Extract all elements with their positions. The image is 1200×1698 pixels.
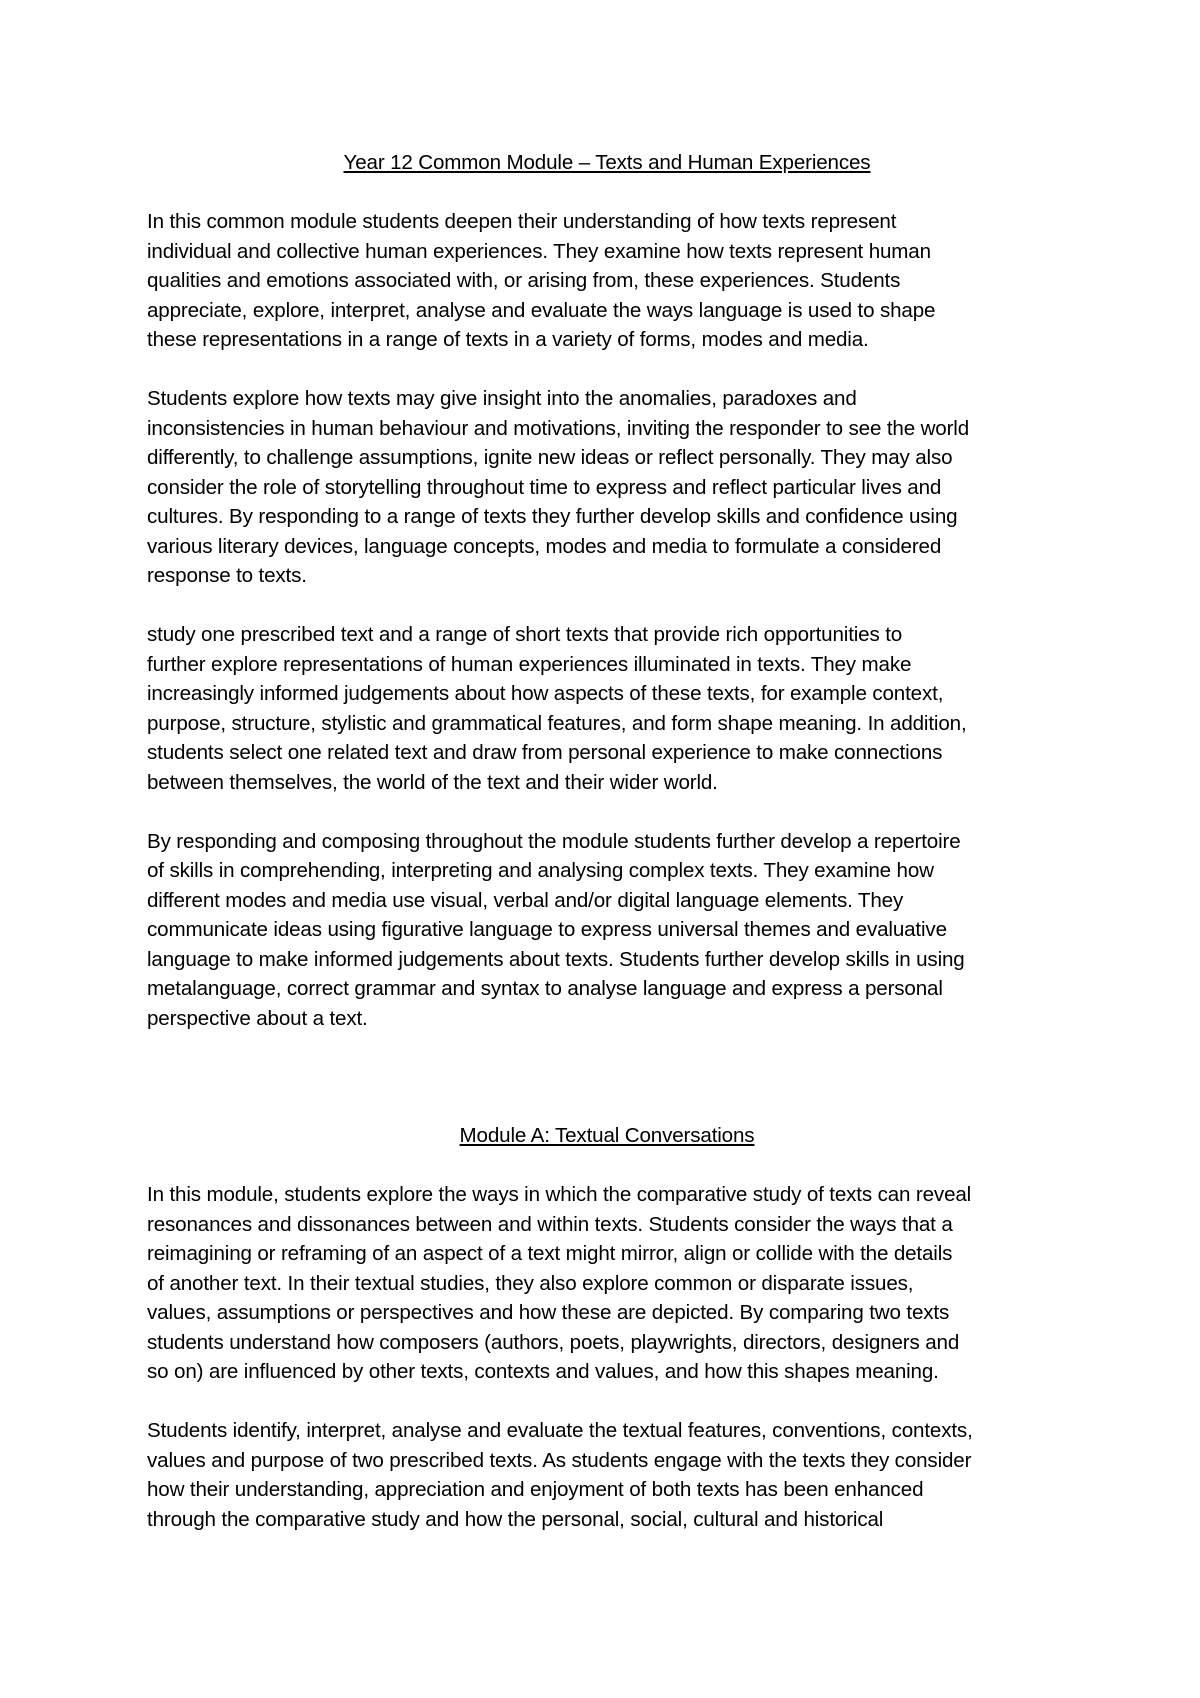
paragraph — [147, 1416, 1067, 1534]
paragraph-line: inconsistencies in human behaviour and motivations, inviting the responder to see the world — [147, 416, 970, 440]
paragraph — [147, 1180, 1067, 1387]
paragraph — [147, 384, 1067, 591]
paragraph-line: cultures. By responding to a range of texts they further develop skills and confidence using — [147, 505, 958, 528]
paragraph — [147, 827, 1067, 1034]
paragraph-line: resonances and dissonances between and within texts. Students consider the ways that a — [147, 1212, 953, 1236]
paragraph-line: response to texts. — [147, 564, 307, 587]
paragraph-line: how their understanding, appreciation and enjoyment of both texts has been enhanced — [147, 1478, 924, 1501]
paragraph-line: purpose, structure, stylistic and grammatical features, and form shape meaning. In addition, — [147, 711, 967, 735]
document-body — [147, 148, 1067, 1534]
paragraph-line: differently, to challenge assumptions, ignite new ideas or reflect personally. They may also — [147, 446, 953, 469]
paragraph-line: of another text. In their textual studies, they also explore common or disparate issues, — [147, 1271, 914, 1295]
paragraph-line: consider the role of storytelling throughout time to express and reflect particular lives and — [147, 475, 942, 499]
paragraph-line: so on) are influenced by other texts, contexts and values, and how this shapes meaning. — [147, 1360, 939, 1383]
paragraph — [147, 620, 1067, 797]
paragraph-line: individual and collective human experiences. They examine how texts represent human — [147, 239, 931, 263]
paragraph-line: communicate ideas using figurative language to express universal themes and evaluative — [147, 918, 947, 941]
paragraph-line: values, assumptions or perspectives and how these are depicted. By comparing two texts — [147, 1301, 950, 1324]
paragraph-line: students select one related text and draw from personal experience to make connections — [147, 741, 943, 764]
paragraph-line: study one prescribed text and a range of short texts that provide rich opportunities to — [147, 623, 903, 646]
paragraph — [147, 207, 1067, 355]
paragraph-line: between themselves, the world of the text and their wider world. — [147, 770, 718, 794]
section-heading: Year 12 Common Module – Texts and Human Experiences — [343, 151, 871, 174]
paragraph-line: metalanguage, correct grammar and syntax to analyse language and express a personal — [147, 977, 943, 1000]
section-heading: Module A: Textual Conversations — [459, 1124, 755, 1147]
paragraph-line: Students identify, interpret, analyse and evaluate the textual features, conventions, contexts, — [147, 1419, 973, 1442]
paragraph-line: various literary devices, language concepts, modes and media to formulate a considered — [147, 534, 942, 558]
paragraph-line: qualities and emotions associated with, or arising from, these experiences. Students — [147, 269, 901, 292]
paragraph-line: language to make informed judgements about texts. Students further develop skills in using — [147, 947, 965, 971]
paragraph-line: through the comparative study and how the personal, social, cultural and historical — [147, 1507, 884, 1531]
paragraph-line: increasingly informed judgements about how aspects of these texts, for example context, — [147, 682, 944, 705]
paragraph-line: By responding and composing throughout the module students further develop a repertoire — [147, 829, 961, 853]
paragraph-line: perspective about a text. — [147, 1006, 368, 1030]
paragraph-line: values and purpose of two prescribed texts. As students engage with the texts they consider — [147, 1448, 972, 1472]
paragraph-line: appreciate, explore, interpret, analyse and evaluate the ways language is used to shape — [147, 298, 936, 322]
paragraph-line: of skills in comprehending, interpreting and analysing complex texts. They examine how — [147, 859, 934, 882]
paragraph-line: reimagining or reframing of an aspect of a text might mirror, align or collide with the details — [147, 1242, 953, 1265]
paragraph-line: students understand how composers (authors, poets, playwrights, directors, designers and — [147, 1330, 960, 1354]
paragraph-line: these representations in a range of texts in a variety of forms, modes and media. — [147, 328, 869, 351]
paragraph-line: In this module, students explore the ways in which the comparative study of texts can reveal — [147, 1183, 972, 1206]
paragraph-line: In this common module students deepen their understanding of how texts represent — [147, 210, 897, 233]
paragraph-line: Students explore how texts may give insight into the anomalies, paradoxes and — [147, 387, 857, 410]
paragraph-line: different modes and media use visual, verbal and/or digital language elements. They — [147, 888, 904, 912]
paragraph-line: further explore representations of human experiences illuminated in texts. They make — [147, 652, 912, 676]
